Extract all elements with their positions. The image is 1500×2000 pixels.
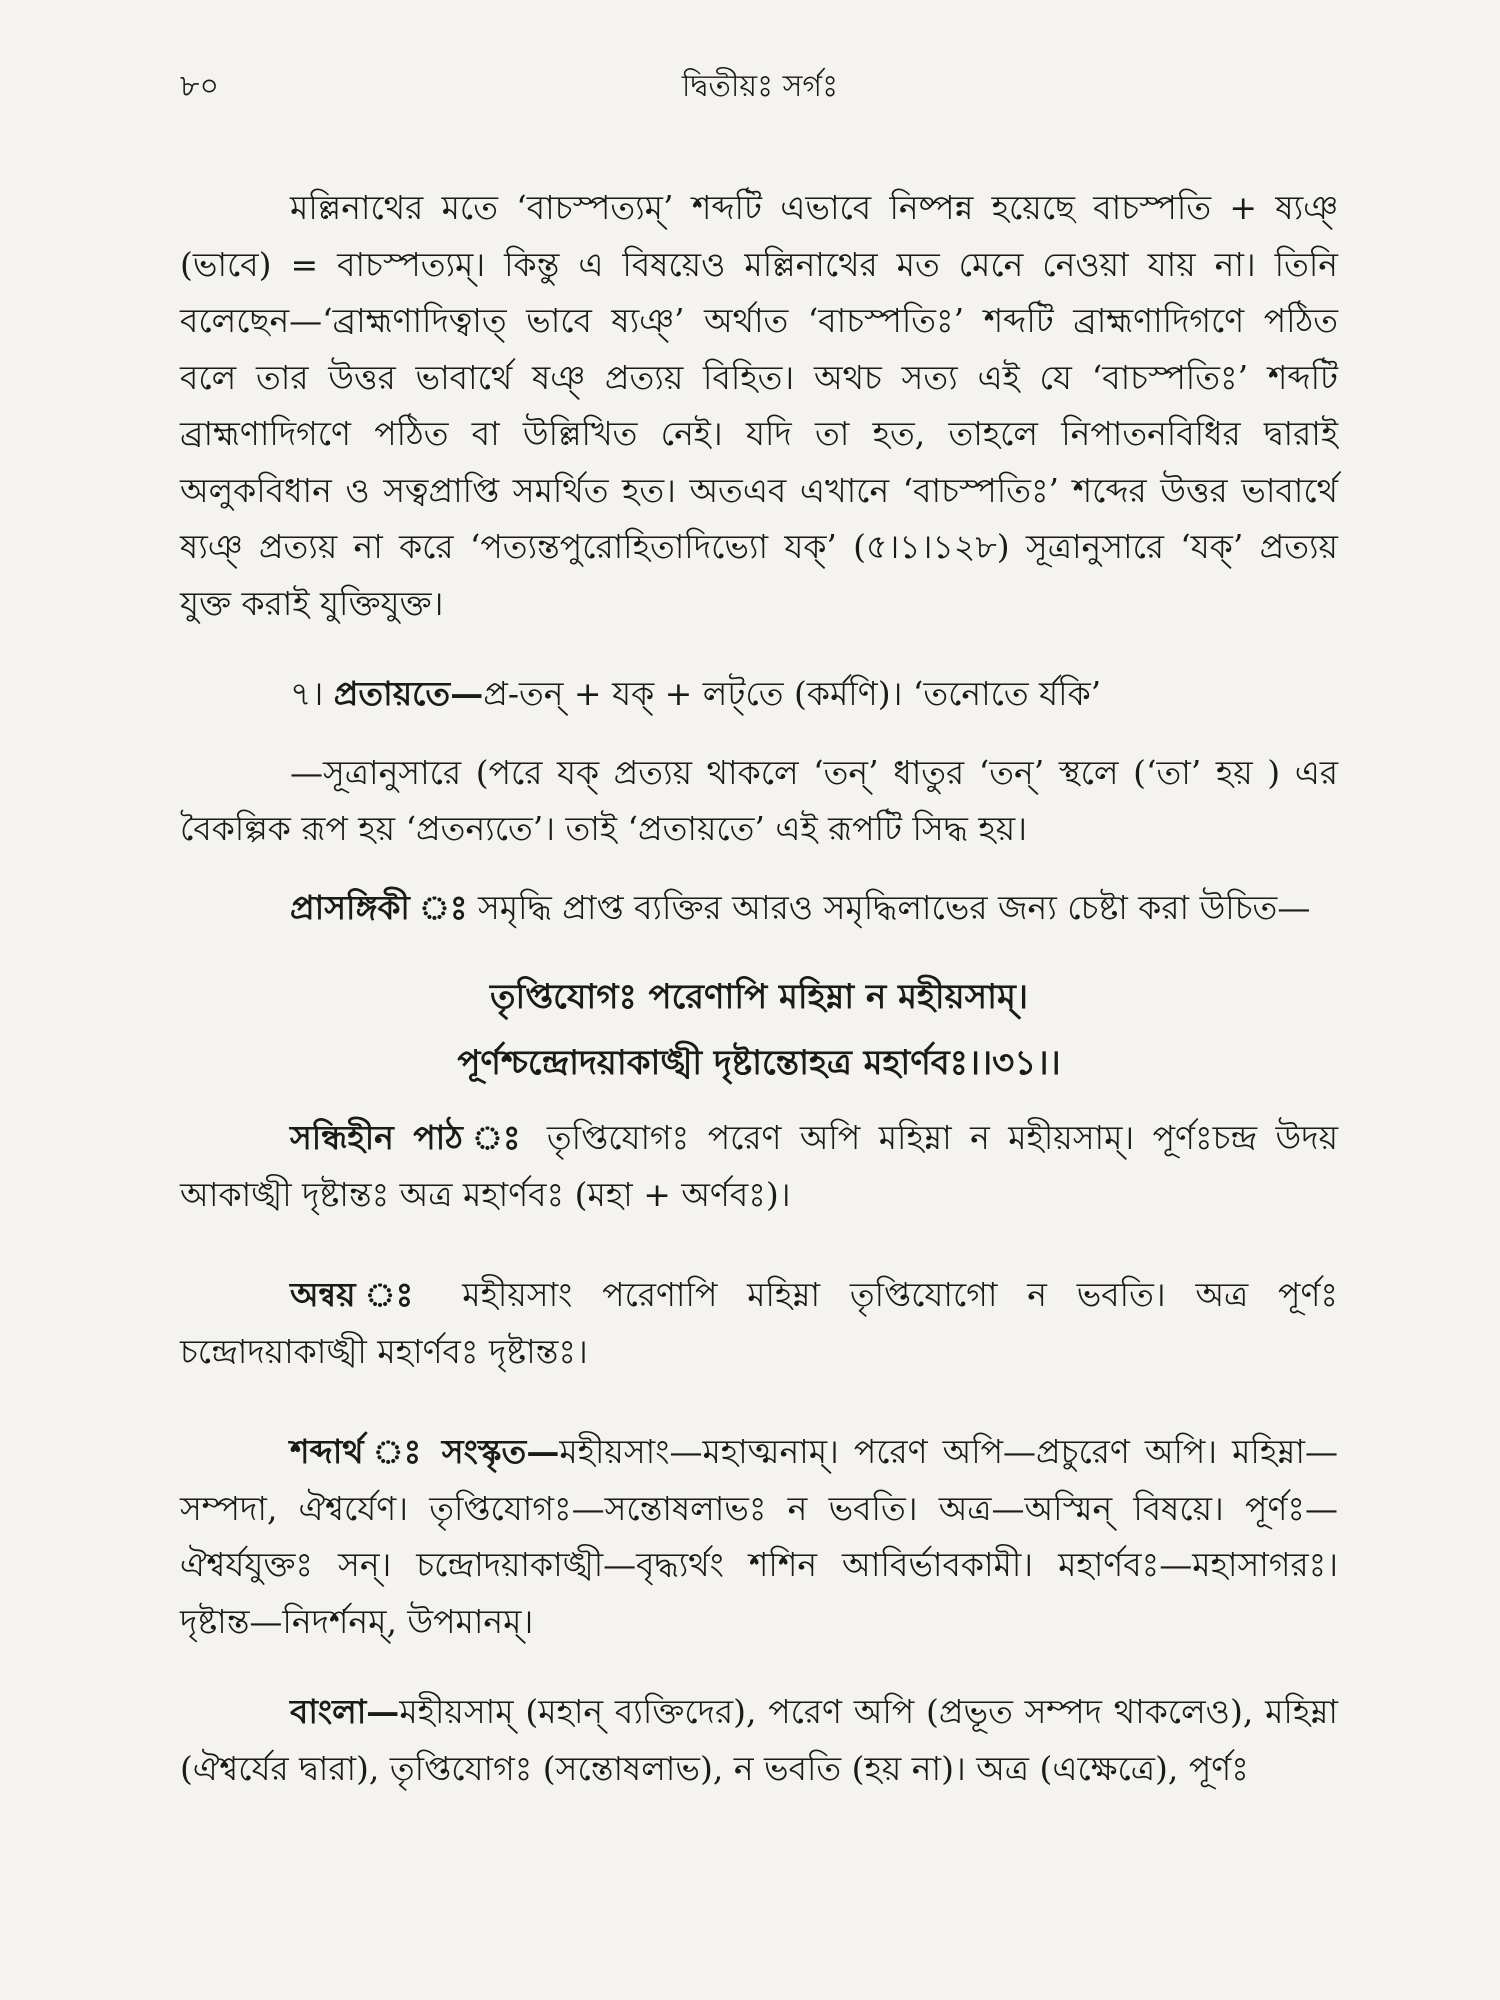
page-number: ৮০ — [180, 69, 219, 104]
paragraph-anvaya — [180, 1267, 1338, 1380]
sandhihin-heading: সন্ধিহীন পাঠ ঃ — [290, 1118, 529, 1157]
prasangiki-heading: প্রাসঙ্গিকী ঃ — [290, 887, 468, 927]
note-text: প্র-তন্ + যক্ + লট্‌তে (কর্মণি)। ‘তনোতে র্যকি’ — [483, 674, 1102, 713]
bangla-heading: বাংলা— — [290, 1692, 400, 1731]
paragraph-bangla — [180, 1684, 1338, 1797]
anvaya-text: মহীয়সাং পরেণাপি মহিম্না তৃপ্তিযোগো ন ভবতি। অত্র পূর্ণঃ চন্দ্রোদয়াকাঙ্খী মহার্ণবঃ দৃষ্টান্তঃ। — [180, 1275, 1339, 1371]
anvaya-heading: অন্বয় ঃ — [290, 1275, 433, 1314]
note-heading: প্রতায়তে— — [333, 674, 484, 713]
page-header — [180, 62, 1340, 112]
paragraph-sandhihin — [180, 1110, 1338, 1223]
page-body — [180, 180, 1338, 1797]
verse-line-2: পূর্ণশ্চন্দ্রোদয়াকাঙ্খী দৃষ্টান্তোহত্র মহার্ণবঃ।।৩১।। — [457, 1043, 1061, 1083]
note-number: ৭। — [290, 674, 324, 713]
paragraph-commentary: মল্লিনাথের মতে ‘বাচস্পত্যম্’ শব্দটি এভাবে নিষ্পন্ন হয়েছে বাচস্পতি + ষ্যঞ্ (ভাবে) = বাচস্পত্যম্। কিন্তু এ বিষয়েও মল্লিনাথের মত মেনে নেওয়া যায় না। তিনি বলেছেন—‘ব্রাহ্মণাদিত্বাত্ ভাবে ষ্যঞ্’ অর্থাত ‘বাচস্পতিঃ’ শব্দটি ব্রাহ্মণাদিগণে পঠিত বলে তার উত্তর ভাবার্থে ষঞ্ প্রত্যয় বিহিত। অথচ সত্য এই যে ‘বাচস্পতিঃ’ শব্দটি ব্রাহ্মণাদিগণে পঠিত বা উল্লিখিত নেই। যদি তা হত, তাহলে নিপাতনবিধির দ্বারাই অলুকবিধান ও সত্বপ্রাপ্তি সমর্থিত হত। অতএব এখানে ‘বাচস্পতিঃ’ শব্দের উত্তর ভাবার্থে ষ্যঞ্ প্রত্যয় না করে ‘পত্যন্তপুরোহিতাদিভ্যো যক্’ (৫।১।১২৮) সূত্রানুসারে ‘যক্’ প্রত্যয় যুক্ত করাই যুক্তিযুক্ত। — [180, 188, 1338, 623]
paragraph-sutra-explanation: —সূত্রানুসারে (পরে যক্ প্রত্যয় থাকলে ‘তন্’ ধাতুর ‘তন্’ স্থলে (‘তা’ হয় ) এর বৈকল্পিক রূপ হয় ‘প্রতন্যতে’। তাই ‘প্রতায়তে’ এই রূপটি সিদ্ধ হয়। — [180, 752, 1338, 848]
verse-line-1: তৃপ্তিযোগঃ পরেণাপি মহিম্না ন মহীয়সাম্। — [490, 977, 1028, 1017]
shabdartha-heading: শব্দার্থ ঃ সংস্কৃত— — [290, 1432, 560, 1471]
paragraph-note-7 — [180, 666, 1338, 723]
prasangiki-text: সমৃদ্ধি প্রাপ্ত ব্যক্তির আরও সমৃদ্ধিলাভের জন্য চেষ্টা করা উচিত— — [478, 887, 1311, 927]
bangla-text: মহীয়সাম্ (মহান্ ব্যক্তিদের), পরেণ অপি (প্রভূত সম্পদ থাকলেও), মহিম্না (ঐশ্বর্যের দ্বারা), তৃপ্তিযোগঃ (সন্তোষলাভ), ন ভবতি (হয় না)। অত্র (এক্ষেত্রে), পূর্ণঃ — [180, 1692, 1338, 1788]
shabdartha-text: মহীয়সাং—মহাত্মনাম্। পরেণ অপি—প্রচুরেণ অপি। মহিম্না—সম্পদা, ঐশ্বর্যেণ। তৃপ্তিযোগঃ—সন্তোষলাভঃ ন ভবতি। অত্র—অস্মিন্ বিষয়ে। পূর্ণঃ—ঐশ্বর্যযুক্তঃ সন্। চন্দ্রোদয়াকাঙ্খী—বৃদ্ধ্যর্থং শশিন আবির্ভাবকামী। মহার্ণবঃ—মহাসাগরঃ। দৃষ্টান্ত—নিদর্শনম্, উপমানম্। — [180, 1432, 1338, 1641]
sandhihin-text: তৃপ্তিযোগঃ পরেণ অপি মহিম্না ন মহীয়সাম্। পূর্ণঃচন্দ্র উদয় আকাঙ্খী দৃষ্টান্তঃ অত্র মহার্ণবঃ (মহা + অর্ণবঃ)। — [180, 1118, 1339, 1214]
running-title: দ্বিতীয়ঃ সর্গঃ — [681, 69, 839, 104]
paragraph-shabdartha — [180, 1424, 1338, 1650]
verse-block — [180, 964, 1338, 1096]
paragraph-prasangiki — [180, 880, 1338, 937]
